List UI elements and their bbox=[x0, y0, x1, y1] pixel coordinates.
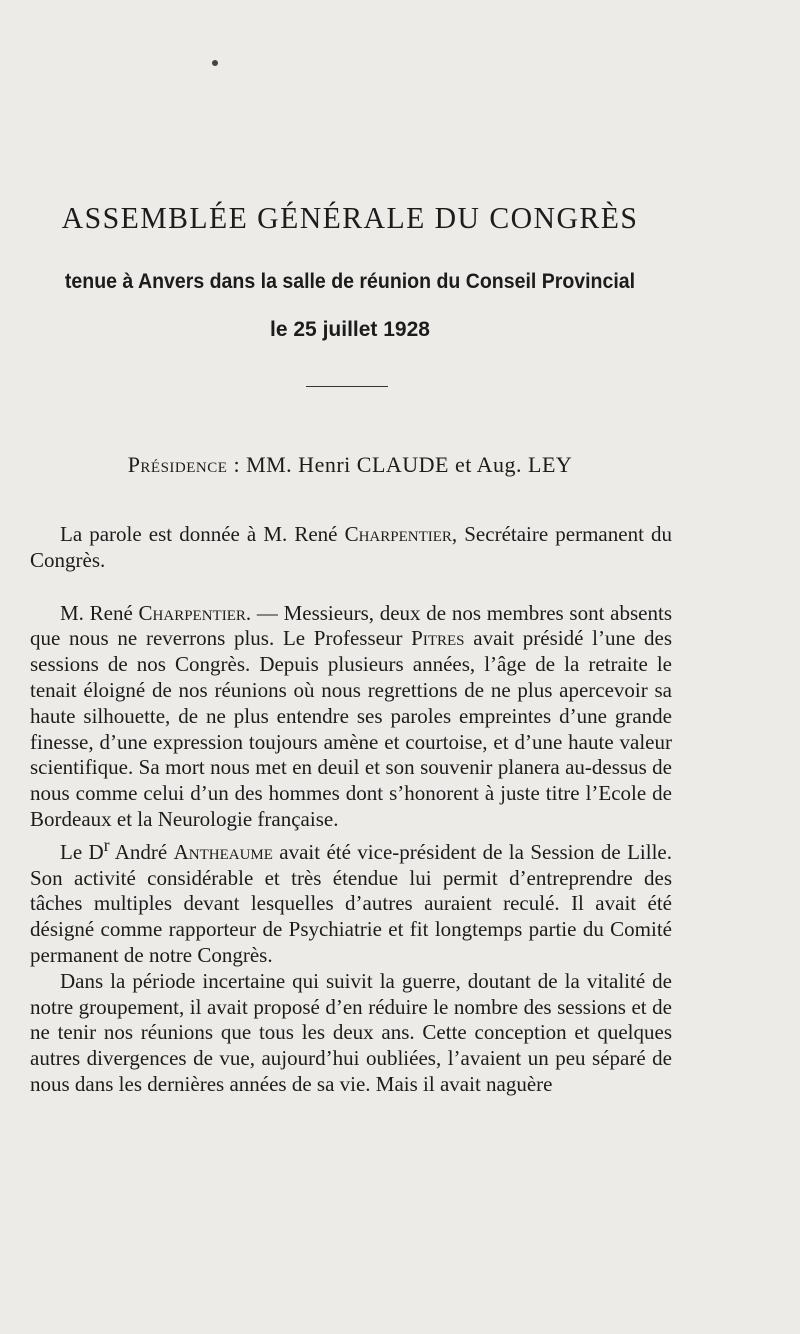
section-divider bbox=[306, 386, 388, 387]
p2-intro-after: . — Messieurs, deux de nos membres sont absents que nous ne reverrons plus. Le Professeur bbox=[30, 600, 672, 651]
p3-rest: avait été vice-président de la Session de Lille. Son activité considérable et très étendue lui permit d’entreprendre des tâches multiples devant lesquelles d’autres auraient reculé. Il avait été désigné comme rapporteur de Psychiatrie et fit longtemps partie du Comité permanent de notre Congrès. bbox=[30, 839, 672, 967]
presidence-separator: : bbox=[227, 452, 247, 477]
presidence-line bbox=[0, 452, 700, 478]
page-subtitle: tenue à Anvers dans la salle de réunion du Conseil Provincial bbox=[64, 270, 636, 293]
p1-before: La parole est donnée à M. René bbox=[60, 522, 345, 546]
p2-name-pitres: Pitres bbox=[411, 626, 465, 651]
paragraph-4: Dans la période incertaine qui suivit la guerre, doutant de la vitalité de notre groupement, il avait proposé d’en réduire le nombre des sessions et de ne tenir nos réunions que tous les deux ans. Cette conception et quelques autres divergences de vue, aujourd’hui oubliées, l’avaient un peu séparé de nous dans les dernières années de sa vie. Mais il avait naguère bbox=[30, 968, 672, 1096]
paragraph-3 bbox=[30, 833, 672, 969]
p1-after: , Secrétaire permanent du Congrès. bbox=[30, 522, 672, 572]
body-text bbox=[30, 522, 672, 1098]
p1-name: Charpentier bbox=[344, 522, 452, 546]
p3-name-antheaume: Antheaume bbox=[173, 839, 273, 864]
p3-middle: André bbox=[109, 839, 174, 864]
p3-sup: r bbox=[103, 834, 110, 855]
p2-intro-before: M. René bbox=[60, 600, 139, 625]
p2-rest: avait présidé l’une des sessions de nos Congrès. Depuis plusieurs années, l’âge de la retraite le tenait éloigné de nos réunions où nous regrettions de ne plus apercevoir sa haute silhouette, de ne plus entendre ses paroles empreintes d’une grande finesse, d’une expression toujours amène et courtoise, et d’une haute valeur scientifique. Sa mort nous met en deuil et son souvenir planera au-dessus de nous comme celui d’un des hommes dont s’honorent à juste titre l’Ecole de Bordeaux et la Neurologie française. bbox=[30, 626, 672, 831]
presidence-label: Présidence bbox=[127, 452, 228, 477]
paragraph-1 bbox=[30, 522, 672, 574]
ink-speck bbox=[212, 60, 218, 66]
meeting-date: le 25 juillet 1928 bbox=[270, 318, 430, 341]
p3-before: Le D bbox=[60, 839, 104, 864]
paragraph-2 bbox=[30, 601, 672, 833]
page-title: ASSEMBLÉE GÉNÉRALE DU CONGRÈS bbox=[61, 200, 639, 235]
presidence-names: MM. Henri CLAUDE et Aug. LEY bbox=[246, 452, 573, 477]
p2-speaker-name: Charpentier bbox=[138, 600, 246, 625]
